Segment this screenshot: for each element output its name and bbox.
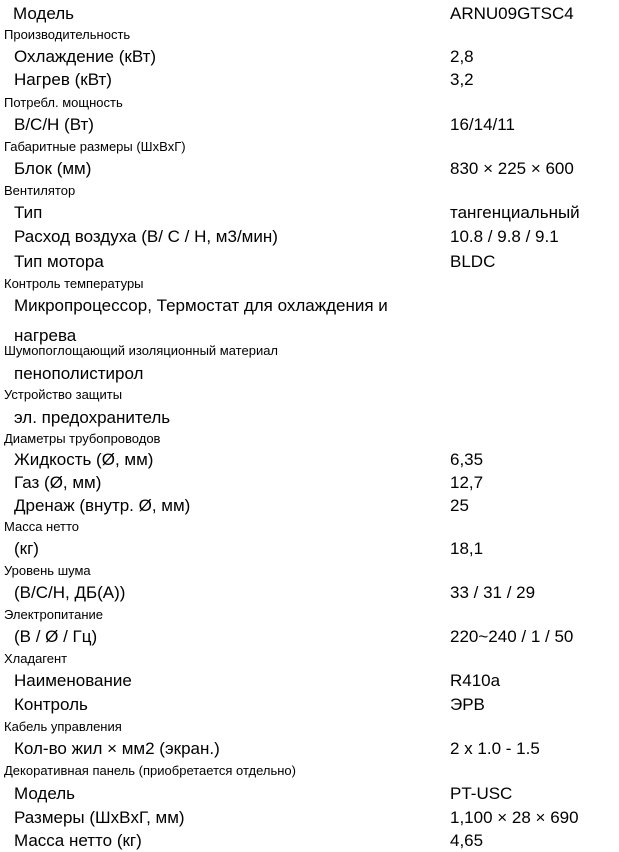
spec-label: (кг): [14, 539, 39, 558]
section-title-pipe-diameters: Диаметры трубопроводов: [4, 431, 161, 446]
section-title-decorative-panel: Декоративная панель (приобретается отдельно): [4, 763, 296, 778]
section-title-insulation: Шумопоглощающий изоляционный материал: [4, 343, 279, 358]
spec-text: Микропроцессор, Термостат для охлаждения и нагрева: [14, 296, 388, 345]
spec-label: Жидкость (Ø, мм): [14, 450, 154, 469]
spec-value: 4,65: [450, 831, 484, 850]
spec-label: Нагрев (кВт): [14, 70, 112, 89]
spec-value: 2 x 1.0 - 1.5: [450, 739, 540, 758]
spec-label: Масса нетто (кг): [14, 831, 142, 850]
section-title-fan: Вентилятор: [4, 183, 76, 198]
spec-value: R410a: [450, 671, 501, 690]
spec-value: тангенциальный: [450, 203, 580, 222]
section-title-power-consumption: Потребл. мощность: [4, 95, 123, 110]
section-title-control-cable: Кабель управления: [4, 719, 122, 734]
spec-value: ЭРВ: [450, 695, 485, 714]
spec-label: (В / Ø / Гц): [14, 627, 98, 646]
section-title-dimensions: Габаритные размеры (ШxВxГ): [4, 139, 186, 154]
spec-value: 6,35: [450, 450, 484, 469]
spec-label: (В/С/Н, ДБ(А)): [14, 583, 126, 602]
spec-label: Газ (Ø, мм): [14, 473, 102, 492]
spec-text: эл. предохранитель: [14, 408, 171, 427]
spec-value: 12,7: [450, 473, 484, 492]
spec-value: 2,8: [450, 47, 474, 66]
section-title-net-weight: Масса нетто: [4, 519, 80, 534]
spec-label: Дренаж (внутр. Ø, мм): [14, 496, 191, 515]
section-title-temperature-control: Контроль температуры: [4, 276, 144, 291]
spec-label: Блок (мм): [14, 159, 92, 178]
spec-label: Тип: [14, 203, 43, 222]
spec-label: Охлаждение (кВт): [14, 47, 157, 66]
spec-value: 220~240 / 1 / 50: [450, 627, 574, 646]
spec-label: Кол-во жил × мм2 (экран.): [14, 739, 220, 758]
spec-value: 33 / 31 / 29: [450, 583, 536, 602]
spec-value: 18,1: [450, 539, 484, 558]
section-title-noise-level: Уровень шума: [4, 563, 91, 578]
spec-label: Тип мотора: [14, 252, 104, 271]
section-title-protection: Устройство защиты: [4, 387, 123, 402]
spec-value: 830 × 225 × 600: [450, 159, 574, 178]
spec-value: BLDC: [450, 252, 496, 271]
section-title-performance: Производительность: [4, 27, 131, 42]
model-value: ARNU09GTSC4: [450, 4, 574, 23]
spec-text: пенополистирол: [14, 364, 144, 383]
spec-label: Расход воздуха (В/ С / Н, м3/мин): [14, 227, 278, 246]
spec-value: 1,100 × 28 × 690: [450, 808, 579, 827]
section-title-power-supply: Электропитание: [4, 607, 103, 622]
spec-value: 3,2: [450, 70, 474, 89]
spec-label: Контроль: [14, 695, 88, 714]
spec-label: Наименование: [14, 671, 132, 690]
spec-value: 16/14/11: [450, 115, 515, 134]
section-title-refrigerant: Хладагент: [4, 651, 68, 666]
spec-label: В/С/Н (Вт): [14, 115, 94, 134]
spec-value: PT-USC: [450, 784, 513, 803]
spec-value: 25: [450, 496, 469, 515]
model-label: Модель: [13, 4, 75, 23]
spec-label: Модель: [14, 784, 76, 803]
spec-label: Размеры (ШxВxГ, мм): [14, 808, 185, 827]
spec-value: 10.8 / 9.8 / 9.1: [450, 227, 559, 246]
